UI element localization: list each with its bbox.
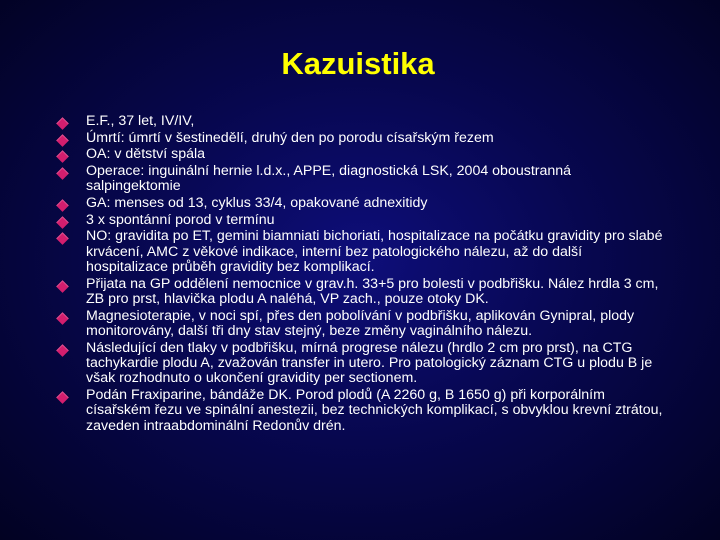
bullet-item (56, 388, 666, 434)
bullet-text: Magnesioterapie, v noci spí, přes den pobolívání v podbřišku, aplikován Gynipral, plody monitorovány, další tři dny stav stejný, beze změny vaginálního nálezu. (86, 307, 635, 339)
bullet-text: GA: menses od 13, cyklus 33/4, opakované adnexitidy (86, 195, 428, 212)
diamond-bullet-icon (56, 167, 69, 180)
diamond-bullet-icon (56, 134, 69, 147)
diamond-bullet-icon (56, 216, 69, 229)
bullet-text: OA: v dětství spála (86, 146, 206, 163)
bullet-text: Úmrtí: úmrtí v šestinedělí, druhý den po porodu císařským řezem (86, 129, 494, 146)
diamond-bullet-icon (56, 280, 69, 293)
bullet-text: Podán Fraxiparine, bándáže DK. Porod plodů (A 2260 g, B 1650 g) při korporálním císařském řezu ve spinální anestezii, bez technických komplikací, s obvyklou krevní ztrátou, zaveden intraabdominální Redonův drén. (86, 386, 663, 434)
bullet-item (56, 309, 666, 340)
bullet-item (56, 131, 666, 146)
bullet-text: Následující den tlaky v podbřišku, mírná progrese nálezu (hrdlo 2 cm pro prst), na CTG tachykardie plodu A, zvažován transfer in utero. Pro patologický záznam CTG u plodu B je však rozhodnuto o ukončení gravidity per sectionem. (86, 339, 653, 387)
diamond-bullet-icon (56, 391, 69, 404)
bullet-item (56, 277, 666, 308)
bullet-item (56, 147, 666, 162)
diamond-bullet-icon (56, 344, 69, 357)
bullet-text: Operace: inguinální hernie l.d.x., APPE, diagnostická LSK, 2004 oboustranná salpingektomie (86, 163, 572, 195)
bullet-text: Přijata na GP oddělení nemocnice v grav.h. 33+5 pro bolesti v podbřišku. Nález hrdla 3 cm, ZB pro prst, hlavička plodu A naléhá, VP zach., pouze otoky DK. (86, 275, 659, 307)
bullet-item (56, 164, 666, 195)
diamond-bullet-icon (56, 233, 69, 246)
diamond-bullet-icon (56, 117, 69, 130)
diamond-bullet-icon (56, 199, 69, 212)
bullet-item (56, 341, 666, 387)
bullet-item (56, 229, 666, 275)
bullet-text: E.F., 37 let, IV/IV, (86, 113, 195, 129)
bullet-list (56, 114, 666, 435)
bullet-item (56, 196, 666, 211)
slide-title: Kazuistika (281, 46, 435, 81)
diamond-bullet-icon (56, 151, 69, 164)
bullet-item (56, 114, 666, 129)
bullet-text: NO: gravidita po ET, gemini biamniati bichoriati, hospitalizace na počátku gravidity pro slabé krvácení, AMC z věkové indikace, interní bez patologického nálezu, až do další hospitalizace průběh gravidity bez komplikací. (86, 228, 663, 276)
diamond-bullet-icon (56, 312, 69, 325)
bullet-text: 3 x spontánní porod v termínu (86, 211, 275, 228)
bullet-item (56, 213, 666, 228)
